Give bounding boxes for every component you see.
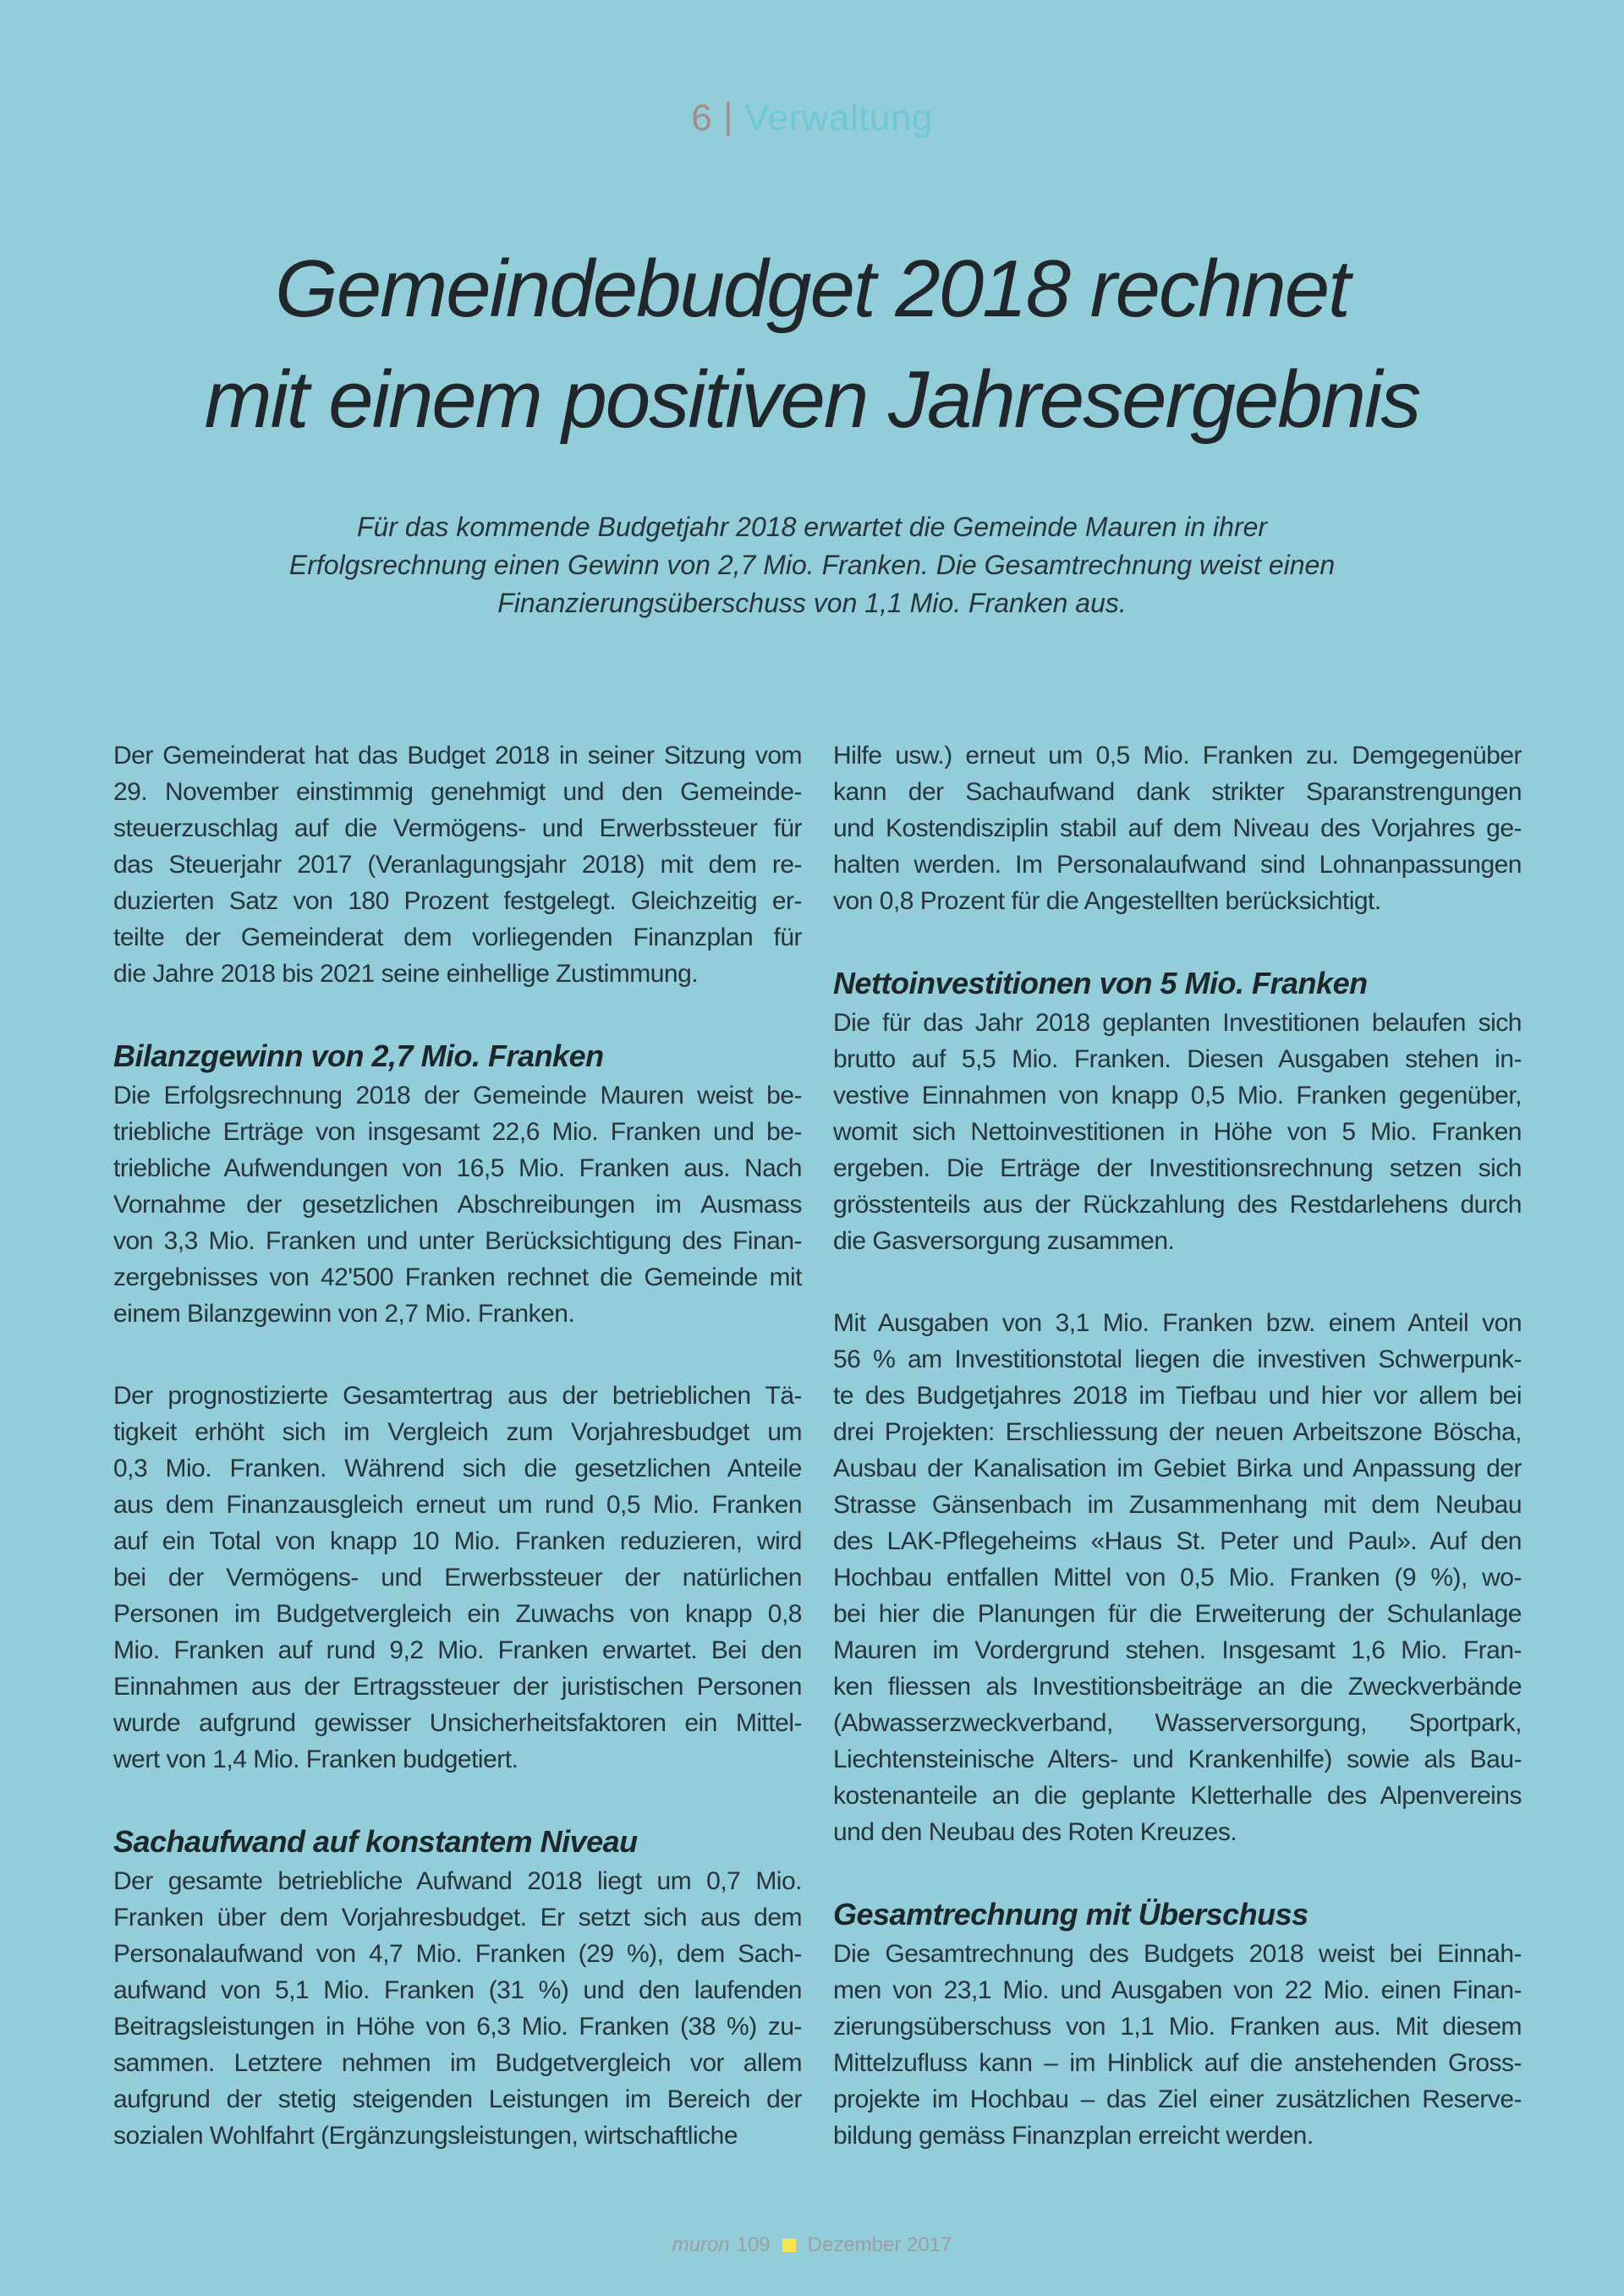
body-line: Vornahme der gesetzlichen Abschreibungen im Ausmass <box>113 1191 802 1219</box>
body-line: einem Bilanzgewinn von 2,7 Mio. Franken. <box>113 1300 575 1328</box>
body-line: Liechtensteinische Alters- und Krankenhilfe) sowie als Bau- <box>833 1745 1522 1773</box>
body-line: Einnahmen aus der Ertragssteuer der juristischen Personen <box>113 1673 802 1701</box>
body-line: tigkeit erhöht sich im Vergleich zum Vorjahresbudget um <box>113 1418 802 1446</box>
body-line: aus dem Finanzausgleich erneut um rund 0,5 Mio. Franken <box>113 1491 802 1519</box>
body-line: Hilfe usw.) erneut um 0,5 Mio. Franken zu. Demgegenüber <box>833 742 1522 770</box>
body-line: 0,3 Mio. Franken. Während sich die gesetzlichen Anteile <box>113 1455 802 1482</box>
body-line: projekte im Hochbau – das Ziel einer zusätzlichen Reserve- <box>833 2085 1522 2113</box>
body-line: sammen. Letztere nehmen im Budgetvergleich vor allem <box>113 2049 802 2077</box>
article-title-line-2: mit einem positiven Jahresergebnis <box>204 354 1420 445</box>
article-title <box>0 233 1624 455</box>
body-line: Franken über dem Vorjahresbudget. Er setzt sich aus dem <box>113 1904 802 1932</box>
paragraph <box>833 1936 1522 2154</box>
issue-date: Dezember 2017 <box>807 2233 952 2256</box>
body-line: 29. November einstimmig genehmigt und den Gemeinde- <box>113 778 802 806</box>
body-line: Personalaufwand von 4,7 Mio. Franken (29 %), dem Sach- <box>113 1940 802 1968</box>
paragraph <box>833 737 1522 919</box>
lead-line: Für das kommende Budgetjahr 2018 erwartet die Gemeinde Mauren in ihrer <box>356 512 1268 542</box>
body-line: 56 % am Investitionstotal liegen die investiven Schwerpunk- <box>833 1345 1522 1373</box>
body-line: vestive Einnahmen von knapp 0,5 Mio. Franken gegenüber, <box>833 1082 1522 1110</box>
body-line: Die Erfolgsrechnung 2018 der Gemeinde Mauren weist be- <box>113 1082 802 1110</box>
body-line: Der gesamte betriebliche Aufwand 2018 liegt um 0,7 Mio. <box>113 1867 802 1895</box>
body-line: kann der Sachaufwand dank strikter Sparanstrengungen <box>833 778 1522 806</box>
paragraph <box>113 1863 802 2154</box>
subheading: Sachaufwand auf konstantem Niveau <box>113 1824 638 1859</box>
body-line: bei der Vermögens- und Erwerbssteuer der natürlichen <box>113 1564 802 1592</box>
body-line: drei Projekten: Erschliessung der neuen Arbeitszone Böscha, <box>833 1418 1522 1446</box>
body-line: wert von 1,4 Mio. Franken budgetiert. <box>113 1745 518 1773</box>
body-line: womit sich Nettoinvestitionen in Höhe von 5 Mio. Franken <box>833 1118 1522 1146</box>
body-line: Die Gesamtrechnung des Budgets 2018 weist bei Einnah- <box>833 1940 1522 1968</box>
running-header <box>0 98 1624 139</box>
body-line: Die für das Jahr 2018 geplanten Investitionen belaufen sich <box>833 1009 1522 1037</box>
body-column-left <box>113 737 802 2154</box>
body-line: Beitragsleistungen in Höhe von 6,3 Mio. Franken (38 %) zu- <box>113 2013 802 2041</box>
body-line: Mauren im Vordergrund stehen. Insgesamt 1,6 Mio. Fran- <box>833 1636 1522 1664</box>
header-separator: | <box>723 96 734 137</box>
body-line: triebliche Aufwendungen von 16,5 Mio. Franken aus. Nach <box>113 1154 802 1182</box>
page-footer <box>0 2233 1624 2258</box>
body-line: grösstenteils aus der Rückzahlung des Restdarlehens durch <box>833 1191 1522 1219</box>
body-line: von 3,3 Mio. Franken und unter Berücksichtigung des Finan- <box>113 1227 802 1255</box>
body-line: und Kostendisziplin stabil auf dem Niveau des Vorjahres ge- <box>833 814 1522 842</box>
body-line: duzierten Satz von 180 Prozent festgelegt. Gleichzeitig er- <box>113 887 802 915</box>
body-line: aufwand von 5,1 Mio. Franken (31 %) und den laufenden <box>113 1976 802 2004</box>
article-title-line-1: Gemeindebudget 2018 rechnet <box>275 244 1349 334</box>
body-line: ken fliessen als Investitionsbeiträge an die Zweckverbände <box>833 1673 1522 1701</box>
body-line: das Steuerjahr 2017 (Veranlagungsjahr 2018) mit dem re- <box>113 851 802 879</box>
body-line: Personen im Budgetvergleich ein Zuwachs von knapp 0,8 <box>113 1600 802 1628</box>
paragraph <box>833 1005 1522 1259</box>
body-line: bei hier die Planungen für die Erweiterung der Schulanlage <box>833 1600 1522 1628</box>
body-line: (Abwasserzweckverband, Wasserversorgung, Sportpark, <box>833 1709 1522 1737</box>
paragraph <box>113 1077 802 1332</box>
lead-line: Erfolgsrechnung einen Gewinn von 2,7 Mio. Franken. Die Gesamtrechnung weist einen <box>288 550 1336 580</box>
body-line: Mio. Franken auf rund 9,2 Mio. Franken erwartet. Bei den <box>113 1636 802 1664</box>
body-line: Mittelzufluss kann – im Hinblick auf die anstehenden Gross- <box>833 2049 1522 2077</box>
body-line: teilte der Gemeinderat dem vorliegenden Finanzplan für <box>113 923 802 951</box>
lead-line: Finanzierungsüberschuss von 1,1 Mio. Franken aus. <box>497 588 1127 618</box>
body-line: Der Gemeinderat hat das Budget 2018 in seiner Sitzung vom <box>113 742 802 770</box>
body-line: Hochbau entfallen Mittel von 0,5 Mio. Franken (9 %), wo- <box>833 1564 1522 1592</box>
body-line: ergeben. Die Erträge der Investitionsrechnung setzen sich <box>833 1154 1522 1182</box>
body-line: Der prognostizierte Gesamtertrag aus der betrieblichen Tä- <box>113 1382 802 1410</box>
body-line: bildung gemäss Finanzplan erreicht werden. <box>833 2122 1314 2150</box>
body-line: des LAK-Pflegeheims «Haus St. Peter und Paul». Auf den <box>833 1527 1522 1555</box>
body-line: triebliche Erträge von insgesamt 22,6 Mio. Franken und be- <box>113 1118 802 1146</box>
body-line: halten werden. Im Personalaufwand sind Lohnanpassungen <box>833 851 1522 879</box>
body-line: und den Neubau des Roten Kreuzes. <box>833 1818 1237 1846</box>
body-line: wurde aufgrund gewisser Unsicherheitsfaktoren ein Mittel- <box>113 1709 802 1737</box>
body-line: kostenanteile an die geplante Kletterhalle des Alpenvereins <box>833 1782 1522 1810</box>
body-line: Mit Ausgaben von 3,1 Mio. Franken bzw. einem Anteil von <box>833 1309 1522 1337</box>
paragraph <box>833 1305 1522 1850</box>
subheading: Gesamtrechnung mit Überschuss <box>833 1897 1309 1932</box>
section-label: Verwaltung <box>744 97 933 139</box>
body-line: zergebnisses von 42'500 Franken rechnet die Gemeinde mit <box>113 1263 802 1291</box>
body-line: die Jahre 2018 bis 2021 seine einhellige Zustimmung. <box>113 960 699 988</box>
paragraph <box>113 1378 802 1778</box>
body-line: Strasse Gänsenbach im Zusammenhang mit dem Neubau <box>833 1491 1522 1519</box>
body-line: steuerzuschlag auf die Vermögens- und Erwerbssteuer für <box>113 814 802 842</box>
body-line: zierungsüberschuss von 1,1 Mio. Franken aus. Mit diesem <box>833 2013 1522 2041</box>
issue-number: 109 <box>736 2233 771 2256</box>
lead-paragraph <box>0 508 1624 622</box>
subheading: Bilanzgewinn von 2,7 Mio. Franken <box>113 1038 604 1073</box>
magazine-name: muron <box>672 2233 730 2256</box>
page-number: 6 <box>691 97 713 139</box>
body-line: sozialen Wohlfahrt (Ergänzungsleistungen, wirtschaftliche <box>113 2122 738 2150</box>
body-line: auf ein Total von knapp 10 Mio. Franken reduzieren, wird <box>113 1527 802 1555</box>
paragraph <box>113 737 802 992</box>
body-line: te des Budgetjahres 2018 im Tiefbau und hier vor allem bei <box>833 1382 1522 1410</box>
body-line: Ausbau der Kanalisation im Gebiet Birka und Anpassung der <box>833 1455 1522 1482</box>
body-column-right <box>833 737 1522 2154</box>
subheading: Nettoinvestitionen von 5 Mio. Franken <box>833 966 1368 1000</box>
body-line: men von 23,1 Mio. und Ausgaben von 22 Mio. einen Finan- <box>833 1976 1522 2004</box>
body-line: aufgrund der stetig steigenden Leistungen im Bereich der <box>113 2085 802 2113</box>
footer-square-icon <box>782 2238 796 2252</box>
body-line: brutto auf 5,5 Mio. Franken. Diesen Ausgaben stehen in- <box>833 1045 1522 1073</box>
body-line: die Gasversorgung zusammen. <box>833 1227 1175 1255</box>
body-line: von 0,8 Prozent für die Angestellten berücksichtigt. <box>833 887 1381 915</box>
